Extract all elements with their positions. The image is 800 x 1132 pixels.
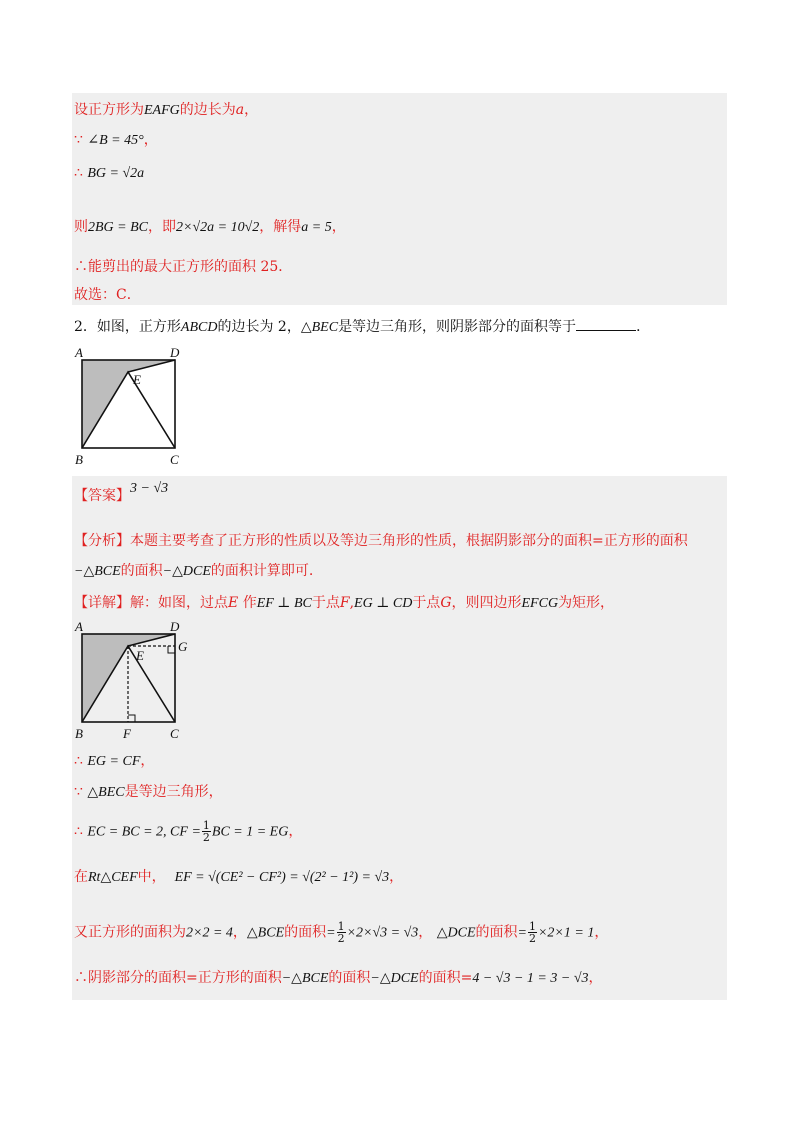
text: ． bbox=[636, 319, 651, 335]
text: 则 bbox=[74, 219, 88, 235]
step-line bbox=[74, 969, 603, 988]
answer-line bbox=[74, 481, 169, 506]
label-c: C bbox=[170, 452, 179, 467]
answer-tag: 【答案】 bbox=[74, 488, 130, 504]
text: 解：如图，过点 bbox=[130, 595, 228, 611]
numerator: 1 bbox=[202, 819, 210, 832]
right-angle-g bbox=[168, 646, 175, 653]
text: 中， bbox=[137, 869, 166, 885]
label-c: C bbox=[170, 726, 179, 741]
math: BG = √2a bbox=[87, 166, 145, 181]
math: EG ⊥ CD bbox=[354, 596, 413, 611]
analysis-line bbox=[74, 562, 313, 581]
text: 在 bbox=[74, 869, 88, 885]
text: ， bbox=[140, 753, 155, 769]
math: = bbox=[326, 925, 336, 941]
text: ， bbox=[588, 970, 603, 986]
text: 为矩形， bbox=[558, 595, 615, 611]
fraction bbox=[202, 820, 211, 843]
detail-tag: 【详解】 bbox=[74, 595, 130, 611]
detail-line bbox=[74, 594, 614, 613]
math: a = 5 bbox=[301, 220, 332, 235]
math: EFCG bbox=[521, 596, 559, 611]
label-d: D bbox=[170, 619, 180, 634]
right-angle-f bbox=[128, 715, 135, 722]
text: 的面积 bbox=[284, 924, 327, 941]
math: = bbox=[517, 925, 527, 941]
text: 的边长为 2， bbox=[217, 319, 301, 335]
text: ， bbox=[389, 869, 404, 885]
math: EF ⊥ BC bbox=[256, 596, 312, 611]
text: 的面积 bbox=[475, 924, 518, 941]
answer-value: 3 − √3 bbox=[130, 481, 169, 496]
step-line bbox=[74, 820, 302, 843]
label-g: G bbox=[178, 639, 188, 654]
text: 设正方形为 bbox=[74, 102, 144, 118]
text: 的面积 bbox=[328, 970, 371, 986]
text: ，解得 bbox=[259, 219, 302, 235]
math: EG = CF bbox=[87, 754, 141, 769]
math: a bbox=[235, 102, 245, 118]
text: 的面积 bbox=[120, 563, 163, 579]
because-symbol: ∵ bbox=[74, 132, 83, 148]
text-line bbox=[74, 131, 158, 150]
label-d: D bbox=[170, 345, 180, 360]
because-symbol: ∵ bbox=[74, 784, 83, 800]
math: ABCD bbox=[180, 320, 218, 335]
text: 作 bbox=[242, 595, 257, 611]
figure-square-rectangle bbox=[72, 617, 192, 742]
math: △BCE bbox=[246, 925, 285, 941]
text: 的边长为 bbox=[179, 102, 236, 118]
analysis-tag: 【分析】 bbox=[74, 533, 130, 549]
math: −△BCE bbox=[281, 971, 329, 986]
math: −△DCE bbox=[370, 971, 419, 986]
text: 于点 bbox=[311, 595, 340, 611]
math: BC = 1 = EG bbox=[211, 824, 289, 840]
label-a: A bbox=[75, 619, 83, 634]
step-line bbox=[74, 868, 403, 887]
text: ， bbox=[232, 924, 247, 941]
text: ， bbox=[594, 924, 609, 941]
text: ，即 bbox=[148, 219, 176, 235]
text: ， bbox=[244, 102, 259, 118]
text: 是等边三角形， bbox=[124, 784, 223, 800]
therefore-symbol: ∴ bbox=[74, 753, 83, 769]
text: 2．如图，正方形 bbox=[74, 319, 181, 335]
label-b: B bbox=[75, 726, 83, 741]
therefore-symbol: ∴ bbox=[74, 165, 83, 181]
text: 于点 bbox=[412, 595, 441, 611]
text: 又正方形的面积为 bbox=[74, 924, 186, 941]
therefore-symbol: ∴ bbox=[74, 823, 83, 840]
text: ， bbox=[331, 219, 346, 235]
math: △BEC bbox=[87, 785, 125, 800]
label-f: F bbox=[123, 726, 131, 741]
text-line bbox=[74, 101, 258, 120]
label-e: E bbox=[136, 648, 144, 663]
text: ∴阴影部分的面积=正方形的面积 bbox=[74, 970, 282, 986]
text: , bbox=[349, 595, 355, 611]
numerator: 1 bbox=[337, 920, 345, 933]
denominator: 2 bbox=[528, 932, 536, 945]
math: △BEC bbox=[300, 320, 339, 335]
text: 的面积= bbox=[418, 970, 473, 986]
math: Rt△CEF bbox=[88, 870, 138, 885]
question-line bbox=[74, 318, 650, 337]
math: EC = BC = 2, CF = bbox=[87, 824, 201, 840]
math: 2×2 = 4 bbox=[186, 925, 233, 941]
math: F bbox=[339, 595, 350, 611]
math: ×2×1 = 1 bbox=[537, 925, 595, 941]
denominator: 2 bbox=[202, 831, 210, 844]
math: ×2×√3 = √3 bbox=[346, 925, 419, 941]
math: −△DCE bbox=[162, 564, 211, 579]
text: 的面积计算即可. bbox=[210, 563, 314, 579]
denominator: 2 bbox=[337, 932, 345, 945]
text: ，则四边形 bbox=[451, 595, 522, 611]
figure-square-triangle bbox=[72, 343, 192, 468]
text-line: 故选：C． bbox=[74, 287, 141, 303]
text-line bbox=[74, 164, 144, 183]
text-line: ∴能剪出的最大正方形的面积 25． bbox=[74, 259, 293, 275]
math: 2×√2a = 10√2 bbox=[176, 220, 260, 235]
math: G bbox=[440, 595, 452, 611]
fraction bbox=[528, 921, 537, 944]
math: 4 − √3 − 1 = 3 − √3 bbox=[472, 971, 589, 986]
text: 本题主要考查了正方形的性质以及等边三角形的性质，根据阴影部分的面积=正方形的面积 bbox=[130, 533, 688, 549]
step-line bbox=[74, 752, 154, 771]
text: ， bbox=[288, 823, 303, 840]
answer-blank bbox=[576, 318, 636, 331]
math: E bbox=[228, 595, 239, 611]
fraction bbox=[337, 921, 346, 944]
step-line bbox=[74, 783, 223, 802]
math: −△BCE bbox=[74, 564, 121, 579]
text: ， bbox=[418, 924, 433, 941]
label-e: E bbox=[133, 372, 141, 387]
analysis-line bbox=[74, 532, 688, 550]
label-b: B bbox=[75, 452, 83, 467]
numerator: 1 bbox=[528, 920, 536, 933]
math: 2BG = BC bbox=[88, 220, 148, 235]
math: △DCE bbox=[436, 925, 476, 941]
text: 是等边三角形，则阴影部分的面积等于 bbox=[338, 319, 577, 335]
math: ∠B = 45° bbox=[87, 133, 144, 148]
math: EAFG bbox=[144, 103, 180, 118]
math: EF = √(CE² − CF²) = √(2² − 1²) = √3 bbox=[174, 870, 390, 885]
text: ， bbox=[143, 132, 158, 148]
text-line bbox=[74, 218, 346, 237]
step-line bbox=[74, 921, 608, 944]
label-a: A bbox=[75, 345, 83, 360]
